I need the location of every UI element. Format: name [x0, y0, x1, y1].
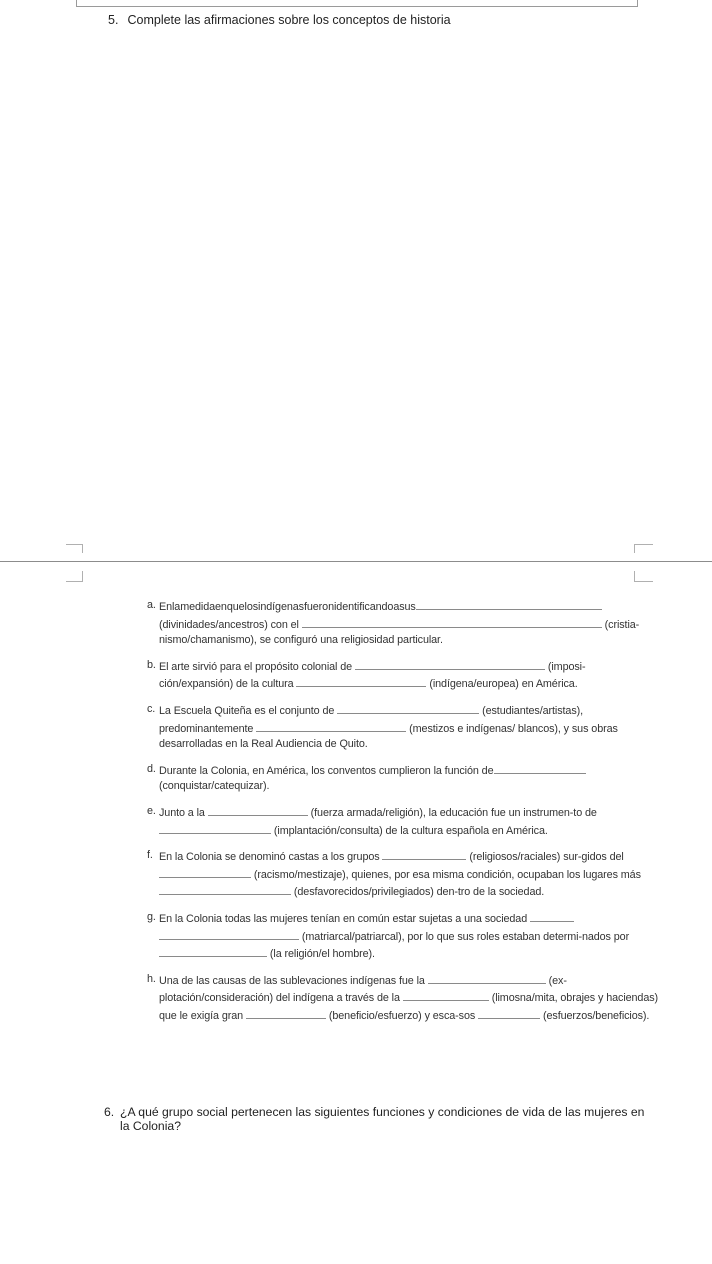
- statement-g: [147, 910, 659, 963]
- statement-h: [147, 972, 659, 1025]
- statement-letter: a.: [147, 599, 156, 611]
- answer-blank[interactable]: [159, 822, 271, 834]
- statement-text: (imposi-ción/expansión) de la cultura: [159, 660, 586, 691]
- statement-text: Una de las causas de las sublevaciones indígenas fue la: [159, 974, 425, 987]
- statement-text: (estudiantes/artistas), predominantemente: [159, 704, 584, 735]
- statement-text: (limosna/mita, obrajes y haciendas) que le exigía gran: [159, 992, 659, 1022]
- answer-blank[interactable]: [337, 702, 479, 714]
- answer-blank[interactable]: [355, 658, 545, 670]
- statement-text: Durante la Colonia, en América, los conventos cumplieron la función de: [159, 764, 494, 777]
- answer-blank[interactable]: [478, 1007, 540, 1019]
- crop-mark-bottom-left: [66, 571, 83, 582]
- statement-letter: d.: [147, 762, 156, 775]
- statement-text: (racismo/mestizaje), quienes, por esa misma condición, ocupaban los lugares más: [253, 868, 641, 881]
- statement-text: Junto a la: [159, 806, 205, 819]
- statement-text: (desfavorecidos/privilegiados) den-tro de la sociedad.: [293, 886, 545, 899]
- answer-blank[interactable]: [159, 945, 267, 957]
- statement-letter: b.: [147, 658, 156, 671]
- question-6: [104, 1105, 649, 1133]
- statement-text: (esfuerzos/beneficios).: [543, 1009, 650, 1022]
- answer-blank[interactable]: [256, 720, 406, 732]
- answer-blank[interactable]: [416, 598, 602, 610]
- statement-text: (fuerza armada/religión), la educación fue un instrumen-to de: [310, 806, 597, 819]
- answer-blank[interactable]: [246, 1007, 326, 1019]
- page-divider: [0, 561, 712, 562]
- statement-b: [147, 658, 659, 693]
- statement-letter: g.: [147, 910, 156, 923]
- answer-blank[interactable]: [302, 616, 602, 628]
- answer-blank[interactable]: [403, 989, 489, 1001]
- crop-mark-top-right: [634, 544, 653, 553]
- statement-text: (mestizos e indígenas/ blancos), y sus obras desarrolladas en la Real Audiencia de Quito.: [159, 722, 618, 751]
- statement-text: (cristia-nismo/chamanismo), se configuró una religiosidad particular.: [159, 618, 640, 647]
- statement-a: [147, 598, 659, 649]
- statement-letter: f.: [147, 849, 153, 862]
- statement-letter: h.: [147, 972, 156, 985]
- statement-f: [147, 848, 659, 901]
- statement-text: Enlamedidaenquelosindígenasfueronidentificandoasus: [159, 601, 416, 613]
- question-6-text: ¿A qué grupo social pertenecen las siguientes funciones y condiciones de vida de las mujeres en la Colonia?: [120, 1105, 645, 1133]
- crop-mark-top-left: [66, 544, 83, 553]
- answer-blank[interactable]: [428, 972, 546, 984]
- statement-text: En la Colonia se denominó castas a los grupos: [159, 851, 380, 864]
- statement-text: (divinidades/ancestros) con el: [159, 618, 299, 631]
- statement-letter: e.: [147, 804, 156, 817]
- statement-letter: c.: [147, 702, 156, 715]
- question-5: [108, 13, 451, 27]
- statement-text: (ex-plotación/consideración) del indígena a través de la: [159, 974, 567, 1005]
- top-frame: [76, 0, 638, 7]
- statement-text: La Escuela Quiteña es el conjunto de: [159, 704, 335, 717]
- statement-text: (matriarcal/patriarcal), por lo que sus roles estaban determi-nados por: [301, 930, 630, 943]
- statement-text: El arte sirvió para el propósito colonial de: [159, 660, 353, 673]
- statement-text: (religiosos/raciales) sur-gidos del: [469, 851, 624, 864]
- answer-blank[interactable]: [159, 928, 299, 940]
- statement-text: (implantación/consulta) de la cultura española en América.: [273, 824, 548, 837]
- answer-blank[interactable]: [159, 866, 251, 878]
- answer-blank[interactable]: [296, 675, 426, 687]
- statement-e: [147, 804, 659, 839]
- answer-blank[interactable]: [159, 883, 291, 895]
- statement-list: [147, 598, 659, 1033]
- answer-blank[interactable]: [382, 848, 466, 860]
- statement-text: (la religión/el hombre).: [269, 948, 375, 961]
- statement-text: En la Colonia todas las mujeres tenían en común estar sujetas a una sociedad: [159, 912, 528, 925]
- statement-text: (beneficio/esfuerzo) y esca-sos: [328, 1009, 476, 1022]
- answer-blank[interactable]: [208, 804, 308, 816]
- statement-text: (conquistar/catequizar).: [159, 780, 270, 793]
- question-6-number: 6.: [104, 1105, 115, 1119]
- statement-text: (indígena/europea) en América.: [429, 678, 578, 691]
- answer-blank[interactable]: [494, 762, 586, 774]
- answer-blank[interactable]: [530, 910, 574, 922]
- statement-d: [147, 762, 659, 795]
- question-5-text: Complete las afirmaciones sobre los conceptos de historia: [127, 13, 451, 27]
- question-5-number: 5.: [108, 13, 119, 27]
- statement-c: [147, 702, 659, 753]
- crop-mark-bottom-right: [634, 571, 653, 582]
